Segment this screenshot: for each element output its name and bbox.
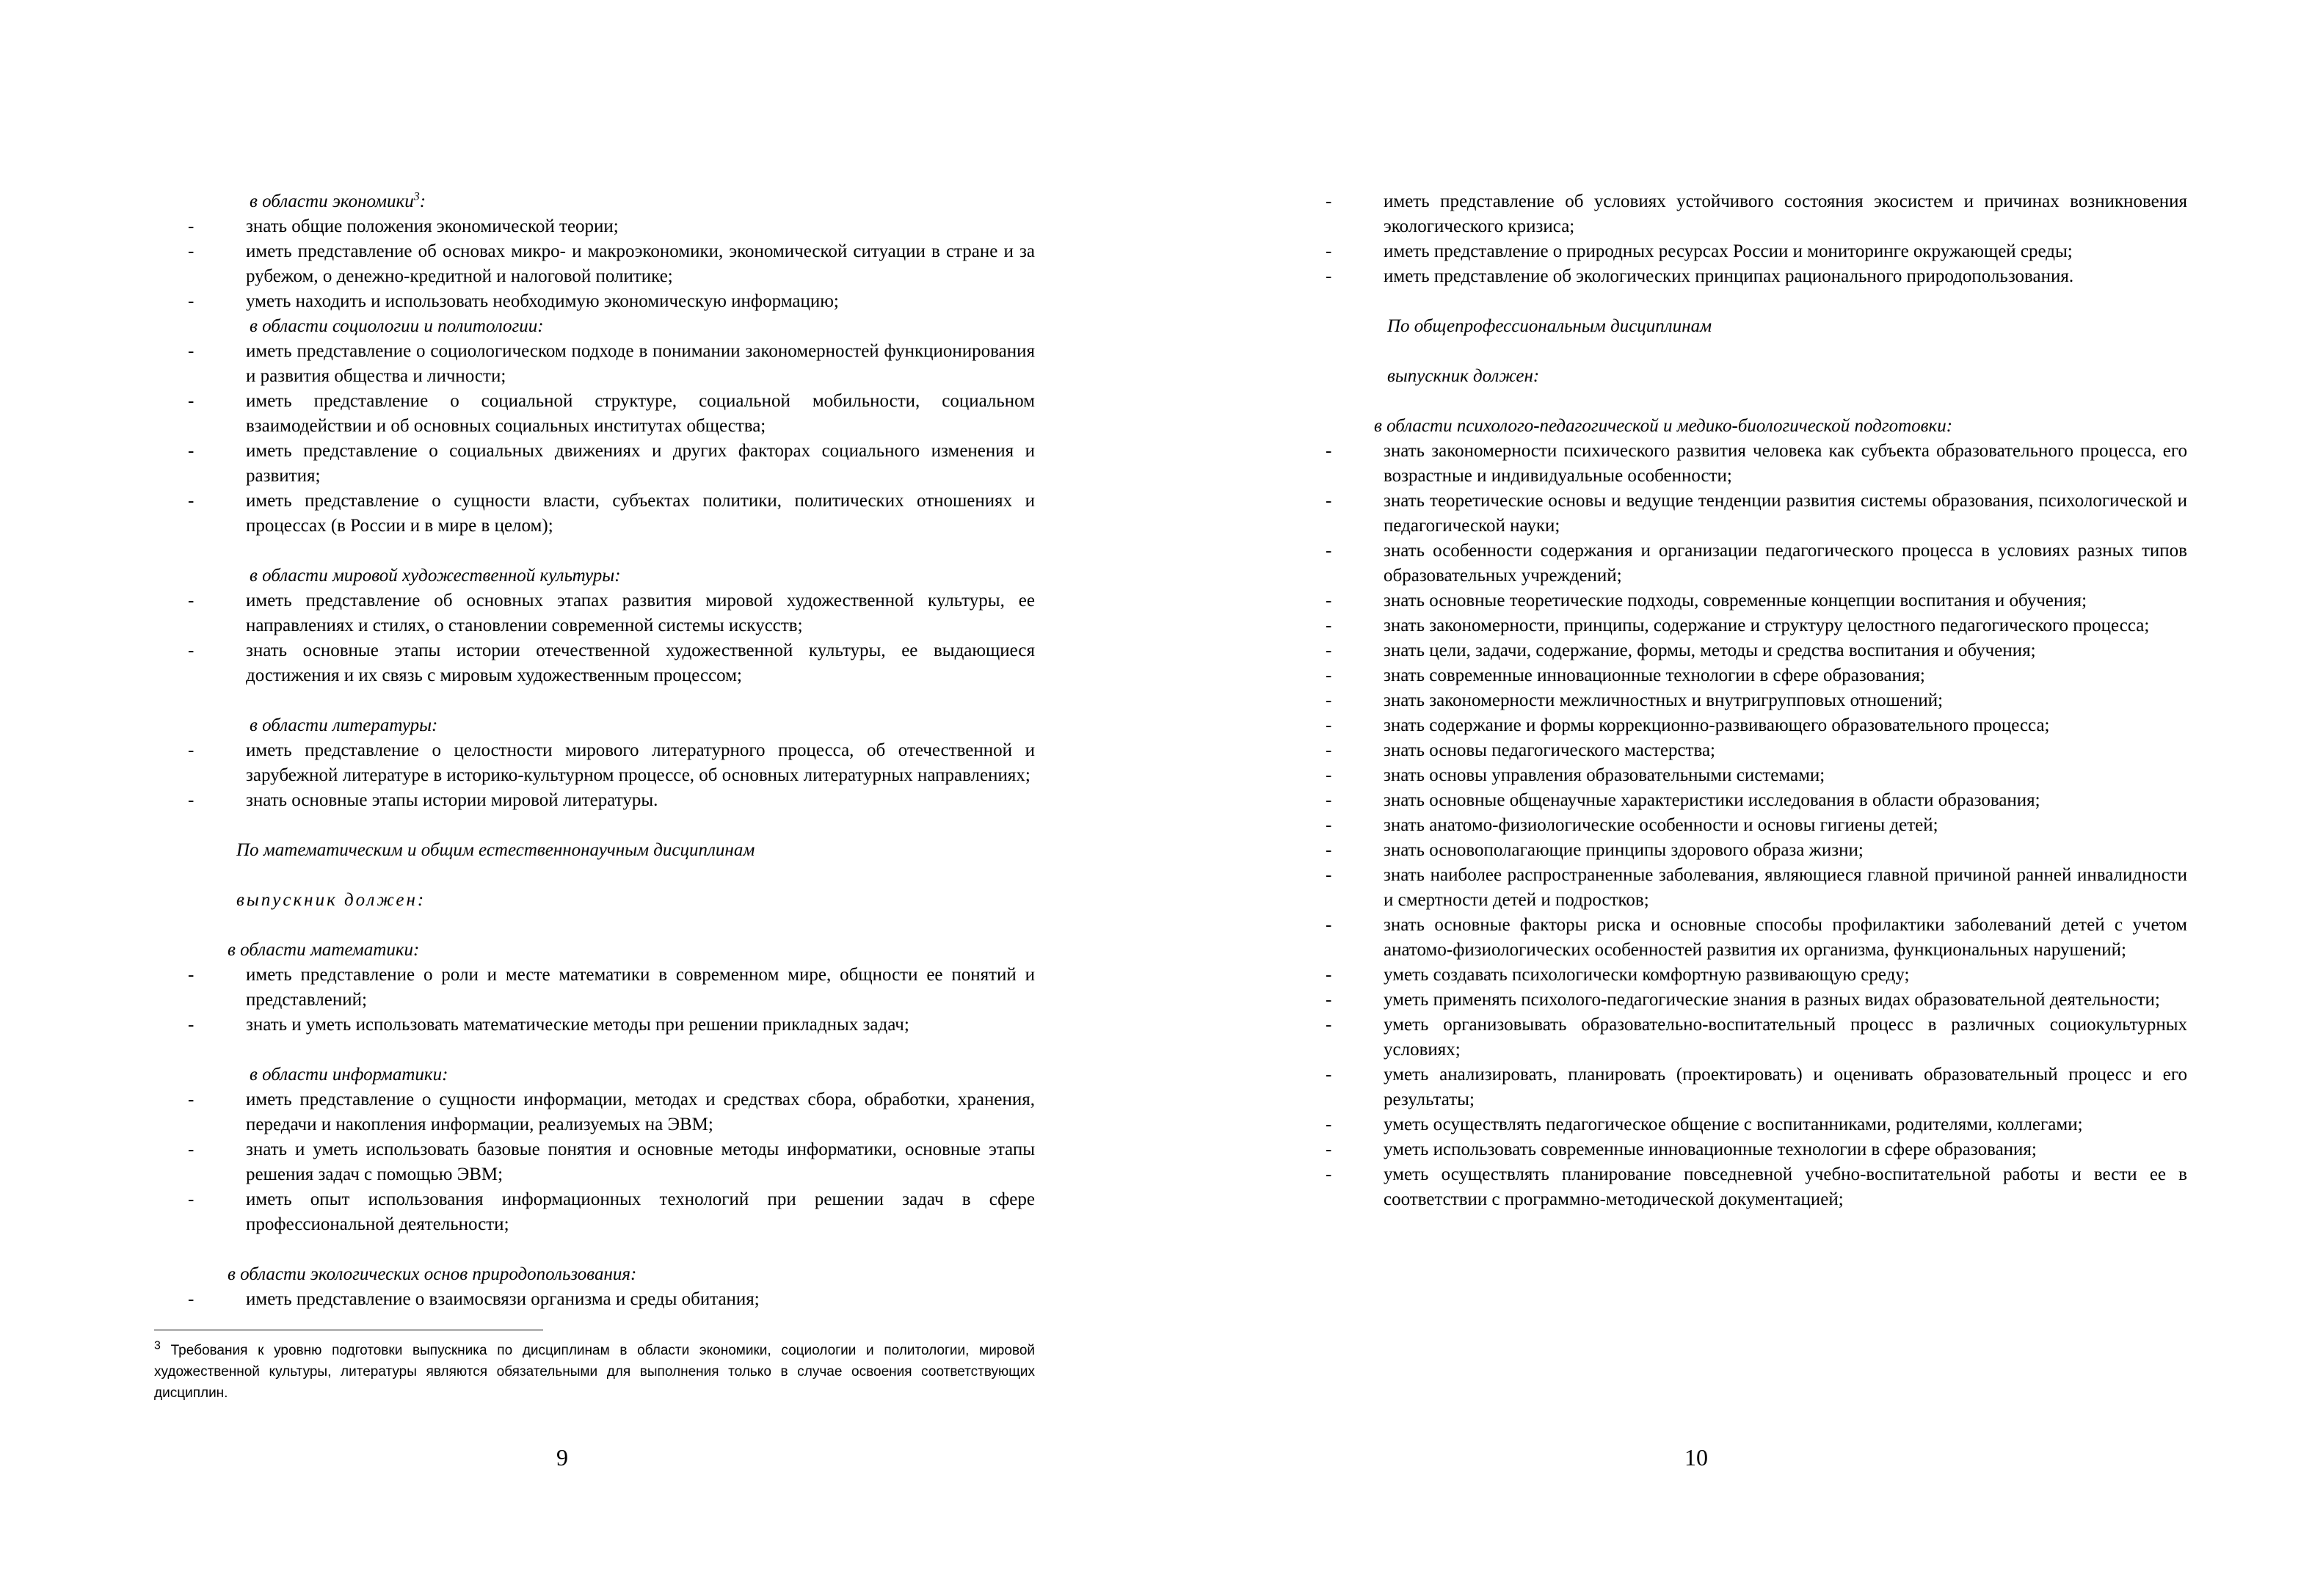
page-number: 10 xyxy=(1684,1444,1708,1471)
list-item-text: иметь представление о роли и месте математики в современном мире, общности ее понятий и представлений; xyxy=(246,965,1035,1010)
list-item xyxy=(1321,738,2187,763)
heading-text: в области психолого-педагогической и медико-биологической подготовки: xyxy=(1374,416,1953,436)
list-item-text: знать наиболее распространенные заболевания, являющиеся главной причиной ранней инвалидности и смертности детей и подростков; xyxy=(1384,865,2187,910)
section-heading xyxy=(183,314,1035,339)
bullet-dash: - xyxy=(1326,1115,1332,1134)
list-item xyxy=(1321,1162,2187,1212)
footnote-text: Требования к уровню подготовки выпускника по дисциплинам в области экономики, социологии и политологии, мировой художественной культуры, литературы являются обязательными для выполнения только в случае освоения соответствующих дисциплин. xyxy=(154,1343,1036,1401)
section-heading xyxy=(183,1262,1035,1287)
list-item xyxy=(183,1187,1035,1237)
list-item-text: иметь представление об экологических принципах рационального природопользования. xyxy=(1384,266,2074,286)
heading-text: в области литературы: xyxy=(250,715,438,735)
bullet-dash: - xyxy=(188,740,195,760)
heading-text: выпускник должен: xyxy=(236,890,426,910)
list-item xyxy=(1321,863,2187,913)
list-item xyxy=(1321,713,2187,738)
list-item-text: знать закономерности межличностных и внутригрупповых отношений; xyxy=(1384,690,1944,710)
bullet-dash: - xyxy=(1326,266,1332,286)
bullet-dash: - xyxy=(1326,790,1332,810)
bullet-dash: - xyxy=(188,591,195,611)
bullet-dash: - xyxy=(188,965,195,985)
list-item xyxy=(183,339,1035,389)
heading-text: в области информатики: xyxy=(250,1065,448,1085)
bullet-dash: - xyxy=(1326,241,1332,261)
list-item xyxy=(1321,239,2187,264)
bullet-dash: - xyxy=(188,291,195,311)
list-item xyxy=(183,788,1035,813)
list-item-text: знать закономерности, принципы, содержание и структуру целостного педагогического процесса; xyxy=(1384,616,2150,635)
list-item-text: знать закономерности психического развития человека как субъекта образовательного процесса, его возрастные и индивидуальные особенности; xyxy=(1384,441,2187,486)
section-heading xyxy=(1321,314,2187,339)
bullet-dash: - xyxy=(1326,192,1332,211)
footnote-mark: 3 xyxy=(154,1339,161,1352)
list-item xyxy=(1321,838,2187,863)
list-item xyxy=(183,214,1035,239)
list-item xyxy=(1321,663,2187,688)
right-page-body xyxy=(1321,189,2187,1212)
list-item-text: иметь представление об условиях устойчивого состояния экосистем и причинах возникновения экологического кризиса; xyxy=(1384,192,2187,236)
bullet-dash: - xyxy=(1326,965,1332,985)
bullet-dash: - xyxy=(1326,541,1332,561)
list-item xyxy=(183,389,1035,439)
list-item xyxy=(1321,189,2187,239)
list-item xyxy=(183,489,1035,539)
section-heading xyxy=(183,564,1035,589)
heading-text: По общепрофессиональным дисциплинам xyxy=(1387,316,1712,336)
bullet-dash: - xyxy=(1326,915,1332,935)
list-item-text: знать основы педагогического мастерства; xyxy=(1384,740,1716,760)
list-item xyxy=(1321,489,2187,539)
list-item xyxy=(183,738,1035,788)
bullet-dash: - xyxy=(1326,1015,1332,1035)
list-item xyxy=(183,289,1035,314)
list-item-text: иметь представление о социологическом подходе в понимании закономерностей функционирования и развития общества и личности; xyxy=(246,341,1035,386)
heading-text: в области социологии и политологии: xyxy=(250,316,544,336)
list-item-text: иметь представление об основных этапах развития мировой художественной культуры, ее направлениях и стилях, о становлении современной системы искусств; xyxy=(246,591,1035,635)
heading-tail: : xyxy=(419,192,426,211)
list-item-text: знать общие положения экономической теории; xyxy=(246,216,619,236)
bullet-dash: - xyxy=(188,790,195,810)
list-item xyxy=(1321,988,2187,1013)
bullet-dash: - xyxy=(1326,815,1332,835)
list-item-text: знать цели, задачи, содержание, формы, методы и средства воспитания и обучения; xyxy=(1384,641,2036,660)
bullet-dash: - xyxy=(1326,1140,1332,1159)
heading-text: в области математики: xyxy=(228,940,420,960)
list-item xyxy=(1321,1137,2187,1162)
list-item-text: иметь представление о взаимосвязи организма и среды обитания; xyxy=(246,1289,760,1309)
bullet-dash: - xyxy=(188,1289,195,1309)
bullet-dash: - xyxy=(1326,690,1332,710)
list-item xyxy=(1321,963,2187,988)
list-item-text: знать основополагающие принципы здорового образа жизни; xyxy=(1384,840,1864,860)
list-item xyxy=(1321,788,2187,813)
list-item-text: иметь опыт использования информационных технологий при решении задач в сфере профессиональной деятельности; xyxy=(246,1189,1035,1234)
bullet-dash: - xyxy=(188,441,195,461)
list-item-text: уметь организовывать образовательно-воспитательный процесс в различных социокультурных условиях; xyxy=(1384,1015,2187,1060)
list-item-text: уметь использовать современные инновационные технологии в сфере образования; xyxy=(1384,1140,2037,1159)
list-item xyxy=(1321,439,2187,489)
list-item-text: знать особенности содержания и организации педагогического процесса в условиях разных типов образовательных учреждений; xyxy=(1384,541,2187,586)
heading-text: По математическим и общим естественнонаучным дисциплинам xyxy=(236,840,755,860)
list-item xyxy=(183,239,1035,289)
list-item-text: знать и уметь использовать базовые понятия и основные методы информатики, основные этапы решения задач с помощью ЭВМ; xyxy=(246,1140,1035,1184)
list-item-text: знать основные общенаучные характеристики исследования в области образования; xyxy=(1384,790,2040,810)
section-heading xyxy=(183,1063,1035,1087)
list-item xyxy=(183,963,1035,1013)
list-item xyxy=(1321,638,2187,663)
list-item-text: знать основные этапы истории мировой литературы. xyxy=(246,790,658,810)
list-item-text: уметь осуществлять планирование повседневной учебно-воспитательной работы и вести ее в соответствии с программно-методической документацией; xyxy=(1384,1165,2187,1209)
bullet-dash: - xyxy=(1326,840,1332,860)
list-item xyxy=(183,439,1035,489)
list-item-text: знать основные теоретические подходы, современные концепции воспитания и обучения; xyxy=(1384,591,2087,611)
bullet-dash: - xyxy=(1326,715,1332,735)
list-item xyxy=(1321,1112,2187,1137)
bullet-dash: - xyxy=(1326,1165,1332,1184)
bullet-dash: - xyxy=(188,1090,195,1109)
list-item-text: иметь представление о социальной структуре, социальной мобильности, социальном взаимодействии и об основных социальных институтах общества; xyxy=(246,391,1035,436)
footnote-ref: 3 xyxy=(413,190,420,203)
heading-text: выпускник должен: xyxy=(1387,366,1540,386)
section-heading xyxy=(1321,364,2187,389)
section-heading xyxy=(183,713,1035,738)
bullet-dash: - xyxy=(188,216,195,236)
list-item-text: иметь представление о социальных движениях и других факторах социального изменения и развития; xyxy=(246,441,1035,486)
section-heading xyxy=(183,888,1035,913)
list-item xyxy=(183,589,1035,638)
bullet-dash: - xyxy=(188,641,195,660)
bullet-dash: - xyxy=(188,1015,195,1035)
bullet-dash: - xyxy=(1326,491,1332,511)
list-item xyxy=(1321,688,2187,713)
list-item-text: знать основы управления образовательными системами; xyxy=(1384,765,1825,785)
list-item-text: знать анатомо-физиологические особенности и основы гигиены детей; xyxy=(1384,815,1938,835)
bullet-dash: - xyxy=(1326,666,1332,685)
bullet-dash: - xyxy=(188,341,195,361)
bullet-dash: - xyxy=(1326,441,1332,461)
bullet-dash: - xyxy=(188,241,195,261)
bullet-dash: - xyxy=(1326,616,1332,635)
list-item-text: иметь представление о природных ресурсах России и мониторинге окружающей среды; xyxy=(1384,241,2073,261)
heading-text: в области экологических основ природопользования: xyxy=(228,1264,637,1284)
list-item xyxy=(1321,589,2187,613)
section-heading xyxy=(183,189,1035,214)
section-heading xyxy=(183,938,1035,963)
footnote xyxy=(154,1340,1035,1404)
list-item-text: иметь представление о сущности власти, субъектах политики, политических отношениях и процессах (в России и в мире в целом); xyxy=(246,491,1035,536)
list-item xyxy=(183,1087,1035,1137)
section-heading xyxy=(183,838,1035,863)
list-item-text: уметь осуществлять педагогическое общение с воспитанниками, родителями, коллегами; xyxy=(1384,1115,2083,1134)
list-item-text: уметь анализировать, планировать (проектировать) и оценивать образовательный процесс и его результаты; xyxy=(1384,1065,2187,1109)
bullet-dash: - xyxy=(188,491,195,511)
bullet-dash: - xyxy=(1326,740,1332,760)
list-item xyxy=(183,1137,1035,1187)
list-item-text: иметь представление об основах микро- и макроэкономики, экономической ситуации в стране и за рубежом, о денежно-кредитной и налоговой политике; xyxy=(246,241,1035,286)
bullet-dash: - xyxy=(188,1140,195,1159)
list-item-text: знать содержание и формы коррекционно-развивающего образовательного процесса; xyxy=(1384,715,2050,735)
page-number: 9 xyxy=(556,1444,568,1471)
list-item xyxy=(183,1013,1035,1038)
list-item-text: знать и уметь использовать математические методы при решении прикладных задач; xyxy=(246,1015,909,1035)
left-page-body xyxy=(183,189,1035,1312)
list-item xyxy=(1321,763,2187,788)
bullet-dash: - xyxy=(1326,765,1332,785)
list-item-text: знать современные инновационные технологии в сфере образования; xyxy=(1384,666,1925,685)
list-item xyxy=(1321,613,2187,638)
list-item-text: иметь представление о целостности мирового литературного процесса, об отечественной и зарубежной литературе в историко-культурном процессе, об основных литературных направлениях; xyxy=(246,740,1035,785)
bullet-dash: - xyxy=(1326,641,1332,660)
list-item xyxy=(1321,813,2187,838)
heading-text: в области мировой художественной культуры: xyxy=(250,566,621,586)
bullet-dash: - xyxy=(1326,990,1332,1010)
bullet-dash: - xyxy=(188,1189,195,1209)
list-item xyxy=(183,638,1035,688)
bullet-dash: - xyxy=(188,391,195,411)
list-item xyxy=(1321,539,2187,589)
right-page xyxy=(1156,0,2312,1596)
bullet-dash: - xyxy=(1326,1065,1332,1085)
list-item-text: иметь представление о сущности информации, методах и средствах сбора, обработки, хранения, передачи и накопления информации, реализуемых на ЭВМ; xyxy=(246,1090,1035,1134)
list-item xyxy=(183,1287,1035,1312)
heading-text: в области экономики xyxy=(250,192,414,211)
list-item-text: уметь создавать психологически комфортную развивающую среду; xyxy=(1384,965,1910,985)
list-item xyxy=(1321,913,2187,963)
list-item xyxy=(1321,1013,2187,1063)
list-item-text: уметь находить и использовать необходимую экономическую информацию; xyxy=(246,291,839,311)
list-item-text: знать основные факторы риска и основные способы профилактики заболеваний детей с учетом анатомо-физиологических особенностей развития их организма, функциональных нарушений; xyxy=(1384,915,2187,960)
bullet-dash: - xyxy=(1326,865,1332,885)
list-item-text: знать теоретические основы и ведущие тенденции развития системы образования, психологической и педагогической науки; xyxy=(1384,491,2187,536)
bullet-dash: - xyxy=(1326,591,1332,611)
list-item xyxy=(1321,1063,2187,1112)
list-item-text: знать основные этапы истории отечественной художественной культуры, ее выдающиеся достижения и их связь с мировым художественным процессом; xyxy=(246,641,1035,685)
section-heading xyxy=(1321,414,2187,439)
list-item-text: уметь применять психолого-педагогические знания в разных видах образовательной деятельности; xyxy=(1384,990,2160,1010)
list-item xyxy=(1321,264,2187,289)
